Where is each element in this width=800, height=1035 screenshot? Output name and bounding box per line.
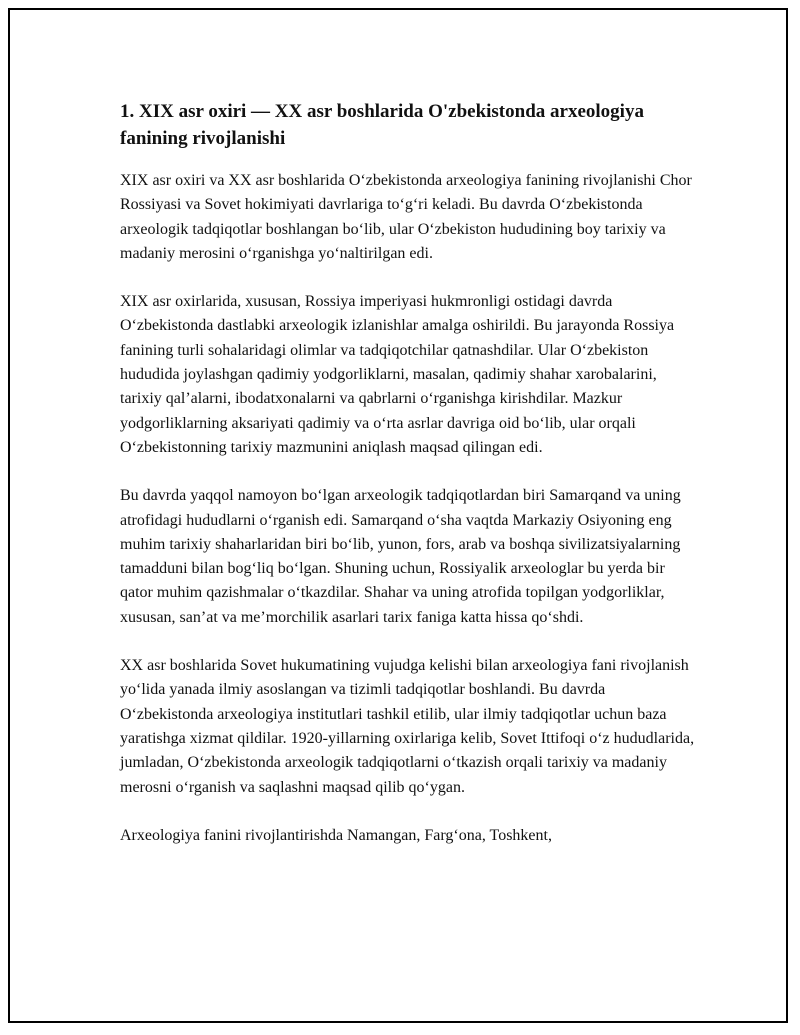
paragraph-2: XIX asr oxirlarida, xususan, Rossiya imperiyasi hukmronligi ostidagi davrda O‘zbekistonda dastlabki arxeologik izlanishlar amalga oshirildi. Bu jarayonda Rossiya fanining turli sohalaridagi olimlar va tadqiqotchilar qatnashdilar. Ular O‘zbekiston hududida joylashgan qadimiy yodgorliklarni, masalan, qadimiy shahar xarobalarini, tarixiy qal’alarni, ibodatxonalarni va qabrlarni o‘rganishga kirishdilar. Mazkur yodgorliklarning aksariyati qadimiy va o‘rta asrlar davriga oid bo‘lib, ular orqali O‘zbekistonning tarixiy mazmunini aniqlash maqsad qilingan edi.	[120, 293, 675, 456]
paragraph-1: XIX asr oxiri va XX asr boshlarida O‘zbekistonda arxeologiya fanining rivojlanishi Chor Rossiyasi va Sovet hokimiyati davrlariga to‘g‘ri keladi. Bu davrda O‘zbekistonda arxeologik tadqiqotlar boshlangan bo‘lib, ular O‘zbekiston hududining boy tarixiy va madaniy merosini o‘rganishga yo‘naltirilgan edi.	[120, 172, 692, 262]
paragraph-3: Bu davrda yaqqol namoyon bo‘lgan arxeologik tadqiqotlardan biri Samarqand va uning atrofidagi hududlarni o‘rganish edi. Samarqand o‘sha vaqtda Markaziy Osiyoning eng muhim tarixiy shaharlaridan biri bo‘lib, yunon, fors, arab va boshqa sivilizatsiyalarning tamadduni bilan bog‘liq bo‘lgan. Shuning uchun, Rossiyalik arxeologlar bu yerda bir qator muhim qazishmalar o‘tkazdilar. Shahar va uning atrofida topilgan yodgorliklar, xususan, san’at va me’morchilik asarlari tarix faniga katta hissa qo‘shdi.	[120, 487, 681, 626]
document-title: 1. XIX asr oxiri — XX asr boshlarida O'zbekistonda arxeologiya fanining rivojlanishi	[120, 101, 644, 149]
document-body	[120, 98, 700, 872]
paragraph-4: XX asr boshlarida Sovet hukumatining vujudga kelishi bilan arxeologiya fani rivojlanish yo‘lida yanada ilmiy asoslangan va tizimli tadqiqotlar boshlandi. Bu davrda O‘zbekistonda arxeologiya institutlari tashkil etilib, ular ilmiy tadqiqotlar uchun baza yaratishga xizmat qildilar. 1920-yillarning oxirlariga kelib, Sovet Ittifoqi o‘z hududlarida, jumladan, O‘zbekistonda arxeologik tadqiqotlarni o‘tkazish orqali tarixiy va madaniy merosni o‘rganish va saqlashni maqsad qilib qo‘ygan.	[120, 657, 695, 796]
page-frame	[8, 8, 788, 1023]
paragraph-5: Arxeologiya fanini rivojlantirishda Namangan, Farg‘ona, Toshkent,	[120, 826, 552, 844]
